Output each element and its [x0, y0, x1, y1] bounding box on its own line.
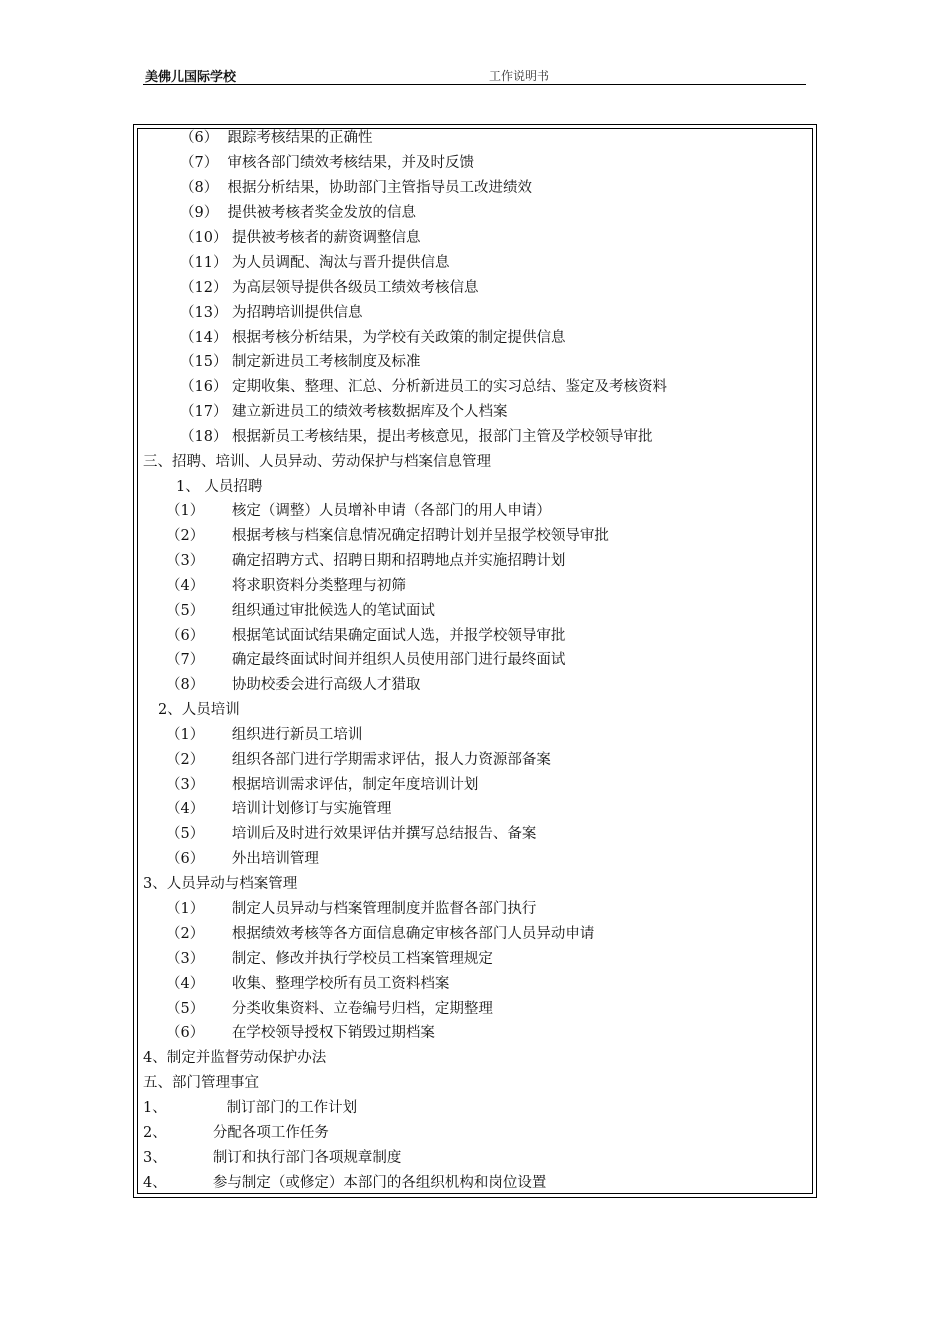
list-item: （3） 根据培训需求评估，制定年度培训计划 [166, 777, 479, 793]
list-item: （18） 根据新员工考核结果，提出考核意见，报部门主管及学校领导审批 [180, 429, 653, 445]
list-item: （11） 为人员调配、淘汰与晋升提供信息 [180, 255, 450, 271]
list-item: （6） 在学校领导授权下销毁过期档案 [166, 1025, 435, 1041]
list-item: （15） 制定新进员工考核制度及标准 [180, 354, 421, 370]
subsection-heading: 4、制定并监督劳动保护办法 [143, 1050, 327, 1066]
list-item: （16） 定期收集、整理、汇总、分析新进员工的实习总结、鉴定及考核资料 [180, 379, 668, 395]
list-item: （4） 将求职资料分类整理与初筛 [166, 578, 406, 594]
page-header [143, 64, 806, 85]
subsection-heading: 3、人员异动与档案管理 [143, 876, 298, 892]
list-item: （6） 根据笔试面试结果确定面试人选，并报学校领导审批 [166, 628, 566, 644]
list-item: （5） 组织通过审批候选人的笔试面试 [166, 603, 435, 619]
list-item: （9） 提供被考核者奖金发放的信息 [180, 205, 416, 221]
list-item: （6） 外出培训管理 [166, 851, 319, 867]
subsection-heading: 2、人员培训 [158, 702, 240, 718]
list-item: （3） 制定、修改并执行学校员工档案管理规定 [166, 951, 493, 967]
list-item: （7） 审核各部门绩效考核结果，并及时反馈 [180, 155, 474, 171]
list-item: （1） 核定（调整）人员增补申请（各部门的用人申请） [166, 503, 551, 519]
list-item: （14） 根据考核分析结果，为学校有关政策的制定提供信息 [180, 330, 566, 346]
list-item: 3、 制订和执行部门各项规章制度 [143, 1150, 402, 1166]
list-item: （7） 确定最终面试时间并组织人员使用部门进行最终面试 [166, 652, 566, 668]
list-item: （1） 组织进行新员工培训 [166, 727, 363, 743]
section-heading: 五、部门管理事宜 [143, 1075, 259, 1091]
list-item: （5） 分类收集资料、立卷编号归档，定期整理 [166, 1001, 493, 1017]
list-item: （13） 为招聘培训提供信息 [180, 305, 363, 321]
list-item: （2） 根据绩效考核等各方面信息确定审核各部门人员异动申请 [166, 926, 595, 942]
list-item: （1） 制定人员异动与档案管理制度并监督各部门执行 [166, 901, 537, 917]
list-item: （3） 确定招聘方式、招聘日期和招聘地点并实施招聘计划 [166, 553, 566, 569]
list-item: （10） 提供被考核者的薪资调整信息 [180, 230, 421, 246]
document-title: 工作说明书 [489, 69, 550, 83]
list-item: （2） 根据考核与档案信息情况确定招聘计划并呈报学校领导审批 [166, 528, 609, 544]
list-item: （5） 培训后及时进行效果评估并撰写总结报告、备案 [166, 826, 537, 842]
list-item: （17） 建立新进员工的绩效考核数据库及个人档案 [180, 404, 508, 420]
list-item: 4、 参与制定（或修定）本部门的各组织机构和岗位设置 [143, 1175, 547, 1191]
list-item: （12） 为高层领导提供各级员工绩效考核信息 [180, 280, 479, 296]
list-item: 1、 制订部门的工作计划 [143, 1100, 358, 1116]
list-item: （4） 培训计划修订与实施管理 [166, 801, 392, 817]
list-item: （2） 组织各部门进行学期需求评估，报人力资源部备案 [166, 752, 551, 768]
subsection-heading: 1、 人员招聘 [176, 479, 263, 495]
list-item: （6） 跟踪考核结果的正确性 [180, 130, 373, 146]
list-item: （4） 收集、整理学校所有员工资料档案 [166, 976, 450, 992]
list-item: 2、 分配各项工作任务 [143, 1125, 329, 1141]
list-item: （8） 协助校委会进行高级人才猎取 [166, 677, 421, 693]
section-heading: 三、招聘、培训、人员异动、劳动保护与档案信息管理 [143, 454, 491, 470]
list-item: （8） 根据分析结果，协助部门主管指导员工改进绩效 [180, 180, 532, 196]
school-name: 美佛儿国际学校 [145, 70, 237, 85]
